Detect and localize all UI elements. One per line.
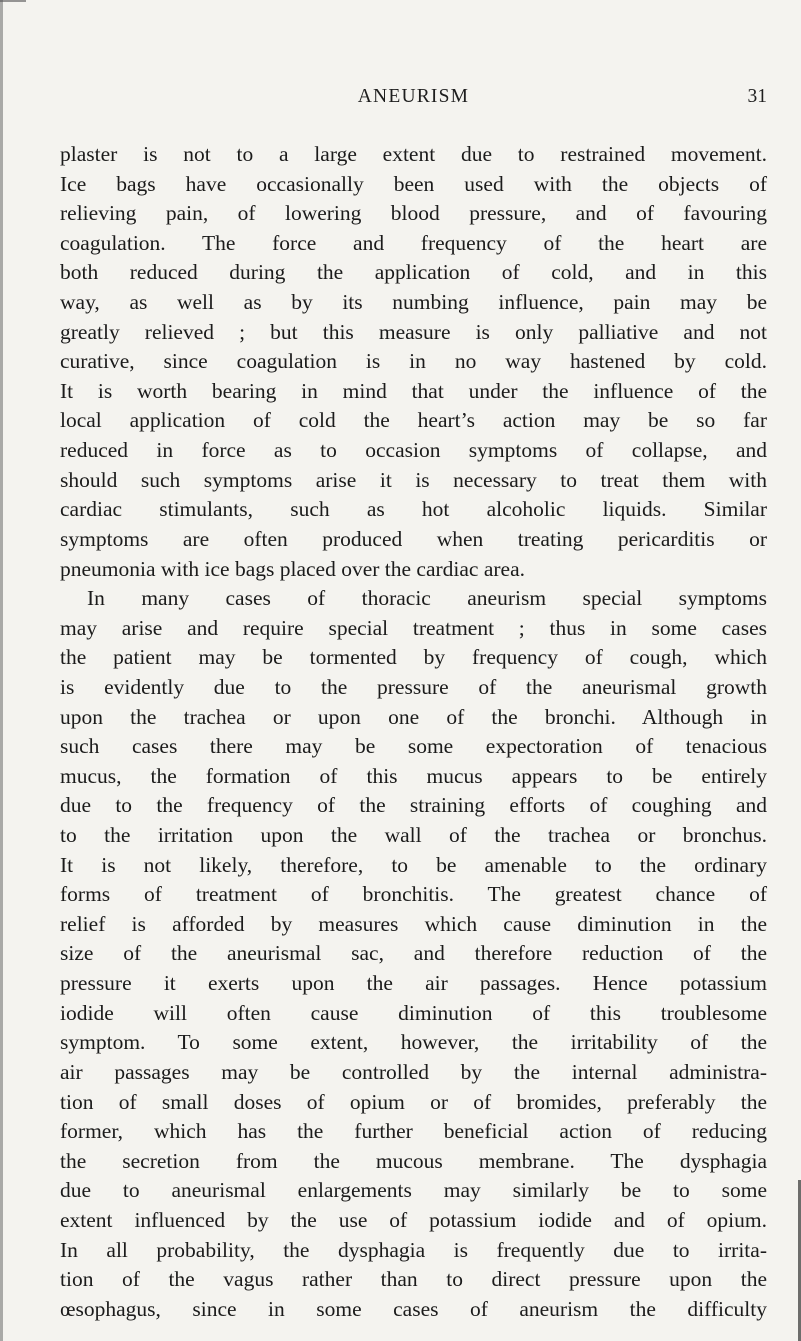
text-line: pneumonia with ice bags placed over the cardiac area. [60, 556, 526, 581]
text-line: is evidently due to the pressure of the aneurismal growth [60, 674, 767, 699]
text-line: greatly relieved ; but this measure is only palliative and not [60, 319, 767, 344]
text-line: It is worth bearing in mind that under the influence of the [60, 378, 767, 403]
page-top-edge-mark [0, 0, 26, 2]
text-line: pressure it exerts upon the air passages. Hence potassium [60, 971, 767, 996]
text-line: iodide will often cause diminution of this troublesome [60, 1000, 767, 1025]
text-line: former, which has the further beneficial action of reducing [60, 1119, 767, 1144]
text-line: upon the trachea or upon one of the bronchi. Although in [60, 704, 767, 729]
text-line: mucus, the formation of this mucus appears to be entirely [60, 763, 767, 788]
running-title: ANEURISM [357, 86, 470, 107]
text-line: Ice bags have occasionally been used with the objects of [60, 171, 767, 196]
text-line: both reduced during the application of cold, and in this [60, 260, 767, 285]
text-line: It is not likely, therefore, to be amenable to the ordinary [60, 852, 767, 877]
text-line: air passages may be controlled by the internal administra- [60, 1059, 767, 1084]
text-line: way, as well as by its numbing influence, pain may be [60, 290, 767, 315]
text-line: In all probability, the dysphagia is frequently due to irrita- [60, 1237, 767, 1262]
page-number: 31 [747, 86, 767, 107]
body-text [60, 140, 767, 1324]
text-line: tion of the vagus rather than to direct pressure upon the [60, 1267, 767, 1292]
text-line: cardiac stimulants, such as hot alcoholic liquids. Similar [60, 497, 767, 522]
text-line: coagulation. The force and frequency of the heart are [60, 230, 767, 255]
text-line: curative, since coagulation is in no way hastened by cold. [60, 349, 767, 374]
text-line: œsophagus, since in some cases of aneurism the difficulty [60, 1296, 767, 1321]
text-line: tion of small doses of opium or of bromides, preferably the [60, 1089, 767, 1114]
text-line: In many cases of thoracic aneurism special symptoms [87, 586, 767, 611]
text-line: local application of cold the heart’s action may be so far [60, 408, 767, 433]
text-line: relief is afforded by measures which cause diminution in the [60, 911, 767, 936]
text-line: extent influenced by the use of potassium iodide and of opium. [60, 1207, 767, 1232]
text-line: due to aneurismal enlargements may similarly be to some [60, 1178, 767, 1203]
page-left-edge [0, 0, 3, 1341]
text-line: should such symptoms arise it is necessary to treat them with [60, 467, 767, 492]
text-line: to the irritation upon the wall of the trachea or bronchus. [60, 823, 767, 848]
text-line: due to the frequency of the straining efforts of coughing and [60, 793, 767, 818]
text-line: relieving pain, of lowering blood pressure, and of favouring [60, 201, 767, 226]
text-line: the patient may be tormented by frequency of cough, which [60, 645, 767, 670]
text-line: symptom. To some extent, however, the irritability of the [60, 1030, 767, 1055]
text-line: the secretion from the mucous membrane. The dysphagia [60, 1148, 767, 1173]
text-line: size of the aneurismal sac, and therefore reduction of the [60, 941, 767, 966]
text-line: plaster is not to a large extent due to restrained movement. [60, 142, 767, 166]
page-header [60, 86, 767, 116]
text-line: forms of treatment of bronchitis. The greatest chance of [60, 882, 767, 907]
text-line: may arise and require special treatment ; thus in some cases [60, 615, 767, 640]
text-line: reduced in force as to occasion symptoms of collapse, and [60, 438, 767, 463]
text-line: symptoms are often produced when treating pericarditis or [60, 526, 767, 551]
text-line: such cases there may be some expectoration of tenacious [60, 734, 767, 759]
